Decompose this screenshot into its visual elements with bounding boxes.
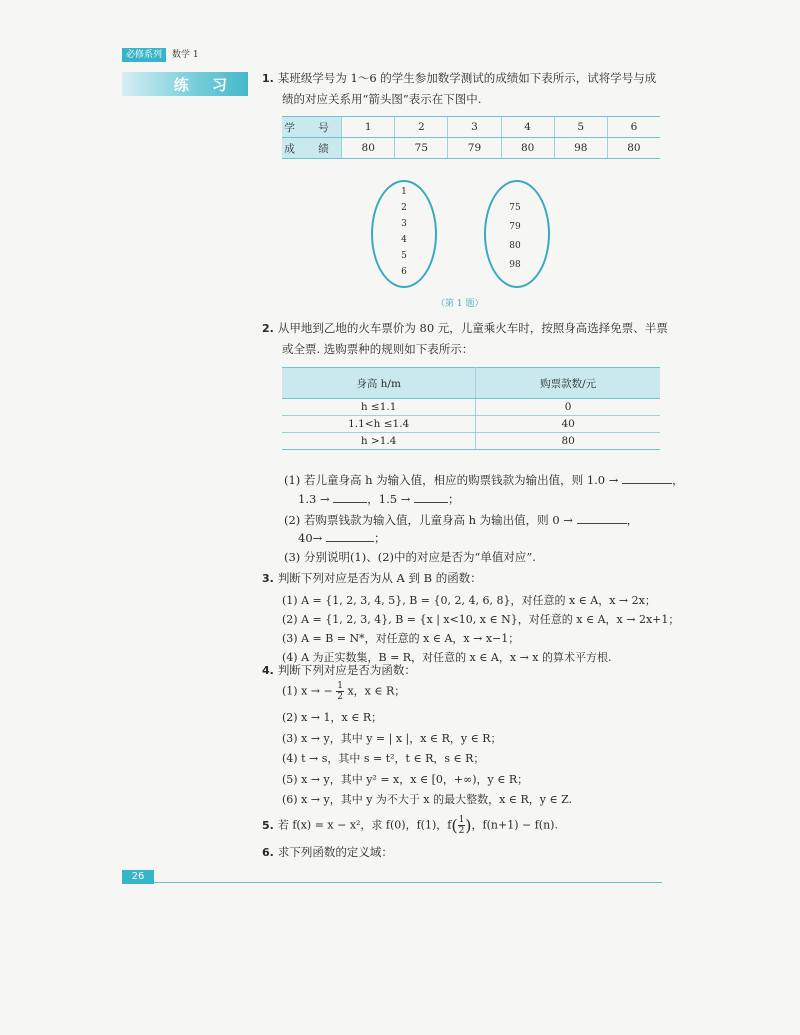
q4-title: 判断下列对应是否为函数： <box>277 663 416 677</box>
q2-number: 2. <box>262 322 274 335</box>
q2-sub2-text-b: 40→ <box>298 531 323 545</box>
book-label: 数学 1 <box>172 50 199 60</box>
fraction <box>336 681 344 702</box>
q4-item: (5) x → y，其中 y² = x，x ∈ [0，+∞)，y ∈ R； <box>282 772 529 786</box>
row-header-id: 学 号 <box>282 117 342 138</box>
denominator: 2 <box>458 826 465 836</box>
q2-line1 <box>262 320 668 337</box>
q1-number: 1. <box>262 72 274 85</box>
q2-sub3: (3) 分别说明(1)、(2)中的对应是否为“单值对应”. <box>284 550 536 564</box>
column-header-price: 购票款数/元 <box>476 368 660 399</box>
exercise-title: 练 习 <box>173 76 236 94</box>
cell: 98 <box>554 138 607 159</box>
table-row <box>282 117 660 138</box>
set-element: 75 <box>509 203 521 213</box>
q2-sub2-text: (2) 若购票钱款为输入值，儿童身高 h 为输出值，则 0 → <box>284 513 573 527</box>
table-row <box>282 399 660 416</box>
q3-title-line <box>262 570 482 587</box>
cell: 1.1<h ≤1.4 <box>282 416 476 433</box>
table-row <box>282 433 660 450</box>
q6-number: 6. <box>262 846 274 859</box>
cell: 4 <box>501 117 554 138</box>
set-element: 1 <box>401 187 407 197</box>
row-header-score: 成 绩 <box>282 138 342 159</box>
exercise-banner <box>122 72 248 96</box>
q3-title: 判断下列对应是否为从 A 到 B 的函数： <box>277 571 482 585</box>
q2-text: 从甲地到乙地的火车票价为 80 元，儿童乘火车时，按照身高选择免票、半票 <box>277 321 668 335</box>
q2-sub2-line2: 40→ ； <box>298 531 386 545</box>
set-element: 5 <box>401 251 407 261</box>
q6-line <box>262 844 393 861</box>
q1-line1 <box>262 70 656 87</box>
cell: 80 <box>607 138 660 159</box>
figure-caption: （第 1 题） <box>436 299 484 309</box>
cell: 6 <box>607 117 660 138</box>
cell: h >1.4 <box>282 433 476 450</box>
q5-line: 5. 若 f(x) = x − x²，求 f(0)，f(1)，f( $\frac{1}{2}$ )，f(n+1) − f(n). <box>262 815 558 836</box>
cell: 5 <box>554 117 607 138</box>
column-header-height: 身高 h/m <box>282 368 476 399</box>
q4-item: (6) x → y，其中 y 为不大于 x 的最大整数，x ∈ R，y ∈ Z. <box>282 793 573 806</box>
cell: 1 <box>342 117 395 138</box>
set-element: 4 <box>401 235 407 245</box>
cell: 3 <box>448 117 501 138</box>
q1-text: 某班级学号为 1～6 的学生参加数学测试的成绩如下表所示，试将学号与成 <box>277 71 657 85</box>
q3-item: (4) A 为正实数集，B = R，对任意的 x ∈ A，x → x 的算术平方根. <box>282 651 612 664</box>
cell: 0 <box>476 399 660 416</box>
ticket-table <box>282 367 660 450</box>
q1-line2: 绩的对应关系用“箭头图”表示在下图中. <box>282 92 482 106</box>
series-label: 必修系列 <box>122 48 166 62</box>
q3-item: (3) A = B = N*，对任意的 x ∈ A，x → x−1； <box>282 632 520 645</box>
q3-item: (1) A = {1, 2, 3, 4, 5}, B = {0, 2, 4, 6, 8}，对任意的 x ∈ A，x → 2x； <box>282 594 656 607</box>
table-row <box>282 138 660 159</box>
q2-sub2-line1: (2) 若购票钱款为输入值，儿童身高 h 为输出值，则 0 → ， <box>284 513 639 527</box>
q5-text-post: ，f(n+1) − f(n). <box>471 818 558 832</box>
set-element: 6 <box>401 267 407 277</box>
q4-item: (2) x → 1，x ∈ R； <box>282 711 383 724</box>
numerator: 1 <box>458 815 465 825</box>
q3-item: (2) A = {1, 2, 3, 4}, B = {x | x<10, x ∈ N}，对任意的 x ∈ A，x → 2x+1； <box>282 613 680 626</box>
q4-item-1 <box>282 681 405 702</box>
cell: 75 <box>395 138 448 159</box>
q4-number: 4. <box>262 664 274 677</box>
cell: h ≤1.1 <box>282 399 476 416</box>
q2-sub1-text-b: 1.3 → <box>298 492 330 506</box>
set-element: 98 <box>509 260 521 270</box>
table-row <box>282 416 660 433</box>
cell: 40 <box>476 416 660 433</box>
cell: 80 <box>342 138 395 159</box>
set-element: 79 <box>509 222 521 232</box>
cell: 80 <box>501 138 554 159</box>
cell: 80 <box>476 433 660 450</box>
page-number: 26 <box>122 870 154 884</box>
q2-sub1-text-c: ，1.5 → <box>367 492 411 506</box>
denominator: 2 <box>337 692 343 702</box>
cell: 79 <box>448 138 501 159</box>
answer-blank[interactable] <box>333 492 367 503</box>
q2-sub1-line2: 1.3 → ，1.5 → ； <box>298 492 460 506</box>
q4-title-line <box>262 662 416 679</box>
q4-item1-pre: (1) x → − <box>282 684 333 698</box>
q4-item: (3) x → y，其中 y = | x |，x ∈ R，y ∈ R； <box>282 731 502 745</box>
q2-line2: 或全票. 选购票种的规则如下表所示： <box>282 342 474 356</box>
q5-number: 5. <box>262 818 274 832</box>
set-element: 2 <box>401 203 407 213</box>
numerator: 1 <box>337 681 343 691</box>
q2-sub1-line1: (1) 若儿童身高 h 为输入值，相应的购票钱款为输出值，则 1.0 → ， <box>284 473 684 487</box>
q4-items <box>282 708 572 811</box>
answer-blank[interactable] <box>326 531 374 542</box>
answer-blank[interactable] <box>577 513 627 524</box>
score-table <box>282 116 660 159</box>
cell: 2 <box>395 117 448 138</box>
q5-text-pre: 若 f(x) = x − x²，求 f(0)，f(1)，f <box>277 818 452 832</box>
q6-text: 求下列函数的定义域： <box>277 845 393 859</box>
q2-sub1-text: (1) 若儿童身高 h 为输入值，相应的购票钱款为输出值，则 1.0 → <box>284 473 619 487</box>
codomain-set <box>503 199 527 275</box>
set-element: 80 <box>509 241 521 251</box>
q3-items <box>282 591 679 667</box>
answer-blank[interactable] <box>622 473 672 484</box>
table-header-row <box>282 368 660 399</box>
answer-blank[interactable] <box>414 492 448 503</box>
q3-number: 3. <box>262 572 274 585</box>
footer-rule <box>154 882 662 883</box>
set-element: 3 <box>401 219 407 229</box>
series-tag <box>122 48 205 62</box>
domain-set <box>399 184 409 280</box>
q4-item1-post: x，x ∈ R； <box>347 684 406 698</box>
q4-item: (4) t → s，其中 s = t²，t ∈ R，s ∈ R； <box>282 752 485 765</box>
